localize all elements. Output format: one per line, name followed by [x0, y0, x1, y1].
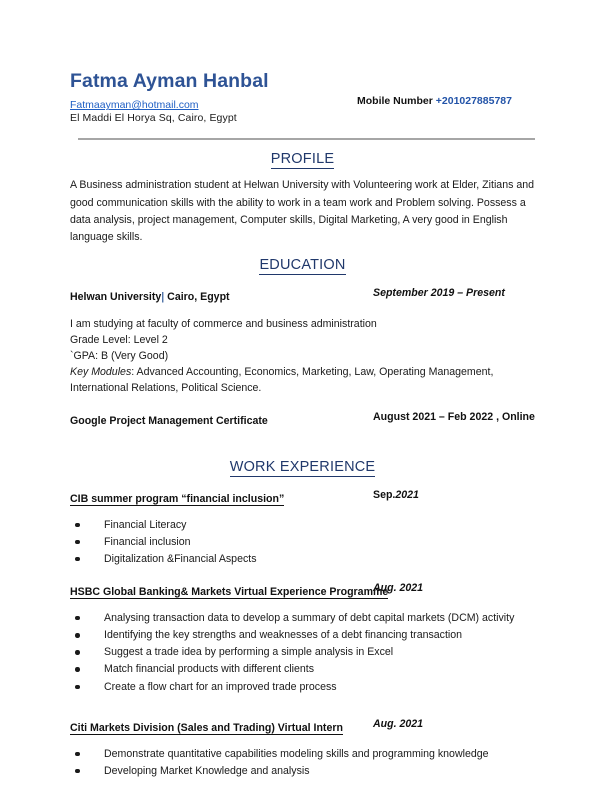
list-item: Analysing transaction data to develop a summary of debt capital markets (DCM) activity	[70, 610, 535, 627]
work-entry-cib	[70, 489, 535, 507]
contact-row	[70, 95, 535, 110]
education-heading-text: EDUCATION	[259, 257, 346, 274]
institution-location: Cairo, Egypt	[164, 291, 230, 304]
work-date-hsbc	[373, 582, 423, 594]
list-item: Developing Market Knowledge and analysis	[70, 763, 535, 780]
education-detail-line: I am studying at faculty of commerce and business administration	[70, 318, 377, 331]
profile-paragraph: A Business administration student at Helwan University with Volunteering work at Elder, Zitians and good communication skills with the ability to work in a team work and Problem solving. Possess a data analysis, project management, Computer skills, Digital Marketing, A very good in English language skills.	[70, 179, 535, 243]
work-title-hsbc: HSBC Global Banking& Markets Virtual Experience Programme	[70, 585, 389, 598]
education-gpa: `GPA: B (Very Good)	[70, 350, 169, 363]
section-heading-education	[70, 257, 535, 273]
list-item: Financial inclusion	[70, 534, 535, 551]
work-bullets-hsbc	[70, 610, 535, 696]
work-entry-hsbc	[70, 582, 535, 600]
work-title-cib: CIB summer program “financial inclusion”	[70, 492, 285, 505]
section-heading-profile	[70, 151, 535, 167]
certificate-mode: , Online	[493, 410, 535, 423]
work-date-citi-value: Aug. 2021	[373, 717, 424, 730]
work-date-citi	[373, 718, 423, 730]
education-entry-university	[70, 287, 535, 305]
list-item: Digitalization &Financial Aspects	[70, 551, 535, 568]
resume-content	[70, 70, 535, 780]
candidate-name: Fatma Ayman Hanbal	[70, 70, 269, 92]
list-item: Match financial products with different clients	[70, 661, 535, 678]
header-divider	[78, 138, 535, 140]
education-date: September 2019 – Present	[373, 287, 505, 300]
mobile-number	[357, 95, 512, 107]
section-heading-work-experience	[70, 459, 535, 475]
work-bullets-cib	[70, 517, 535, 568]
work-date-cib-month: Sep.	[373, 488, 396, 501]
education-institution	[70, 291, 230, 303]
certificate-date-range: August 2021 – Feb 2022	[373, 410, 494, 423]
key-modules-text: : Advanced Accounting, Economics, Marketing, Law, Operating Management, International Relations, Political Science.	[70, 366, 494, 395]
list-item: Create a flow chart for an improved trade process	[70, 679, 535, 696]
certificate-name: Google Project Management Certificate	[70, 414, 268, 427]
institution-separator: |	[161, 291, 165, 304]
list-item: Suggest a trade idea by performing a simple analysis in Excel	[70, 644, 535, 661]
mobile-value: +201027885787	[435, 95, 512, 108]
work-date-hsbc-value: Aug. 2021	[373, 581, 424, 594]
list-item: Identifying the key strengths and weaknesses of a debt financing transaction	[70, 627, 535, 644]
header-block	[70, 70, 535, 124]
work-bullets-citi	[70, 746, 535, 780]
list-item: Demonstrate quantitative capabilities modeling skills and programming knowledge	[70, 746, 535, 763]
certificate-date	[373, 411, 535, 423]
education-grade-level: Grade Level: Level 2	[70, 334, 168, 347]
work-heading-text: WORK EXPERIENCE	[229, 458, 376, 475]
work-date-cib	[373, 489, 419, 501]
work-date-cib-year: 2021	[395, 488, 419, 501]
mobile-label: Mobile Number	[357, 95, 436, 108]
education-details	[70, 316, 535, 396]
institution-name: Helwan University	[70, 291, 162, 304]
key-modules-label: Key Modules	[70, 366, 132, 379]
profile-heading-text: PROFILE	[270, 151, 335, 168]
list-item: Financial Literacy	[70, 517, 535, 534]
education-key-modules	[70, 364, 535, 396]
address-line: El Maddi El Horya Sq, Cairo, Egypt	[70, 112, 237, 125]
email-link[interactable]: Fatmaayman@hotmail.com	[70, 99, 199, 112]
education-entry-certificate	[70, 411, 535, 429]
work-entry-citi	[70, 718, 535, 736]
work-title-citi: Citi Markets Division (Sales and Trading) Virtual Intern	[70, 721, 343, 734]
